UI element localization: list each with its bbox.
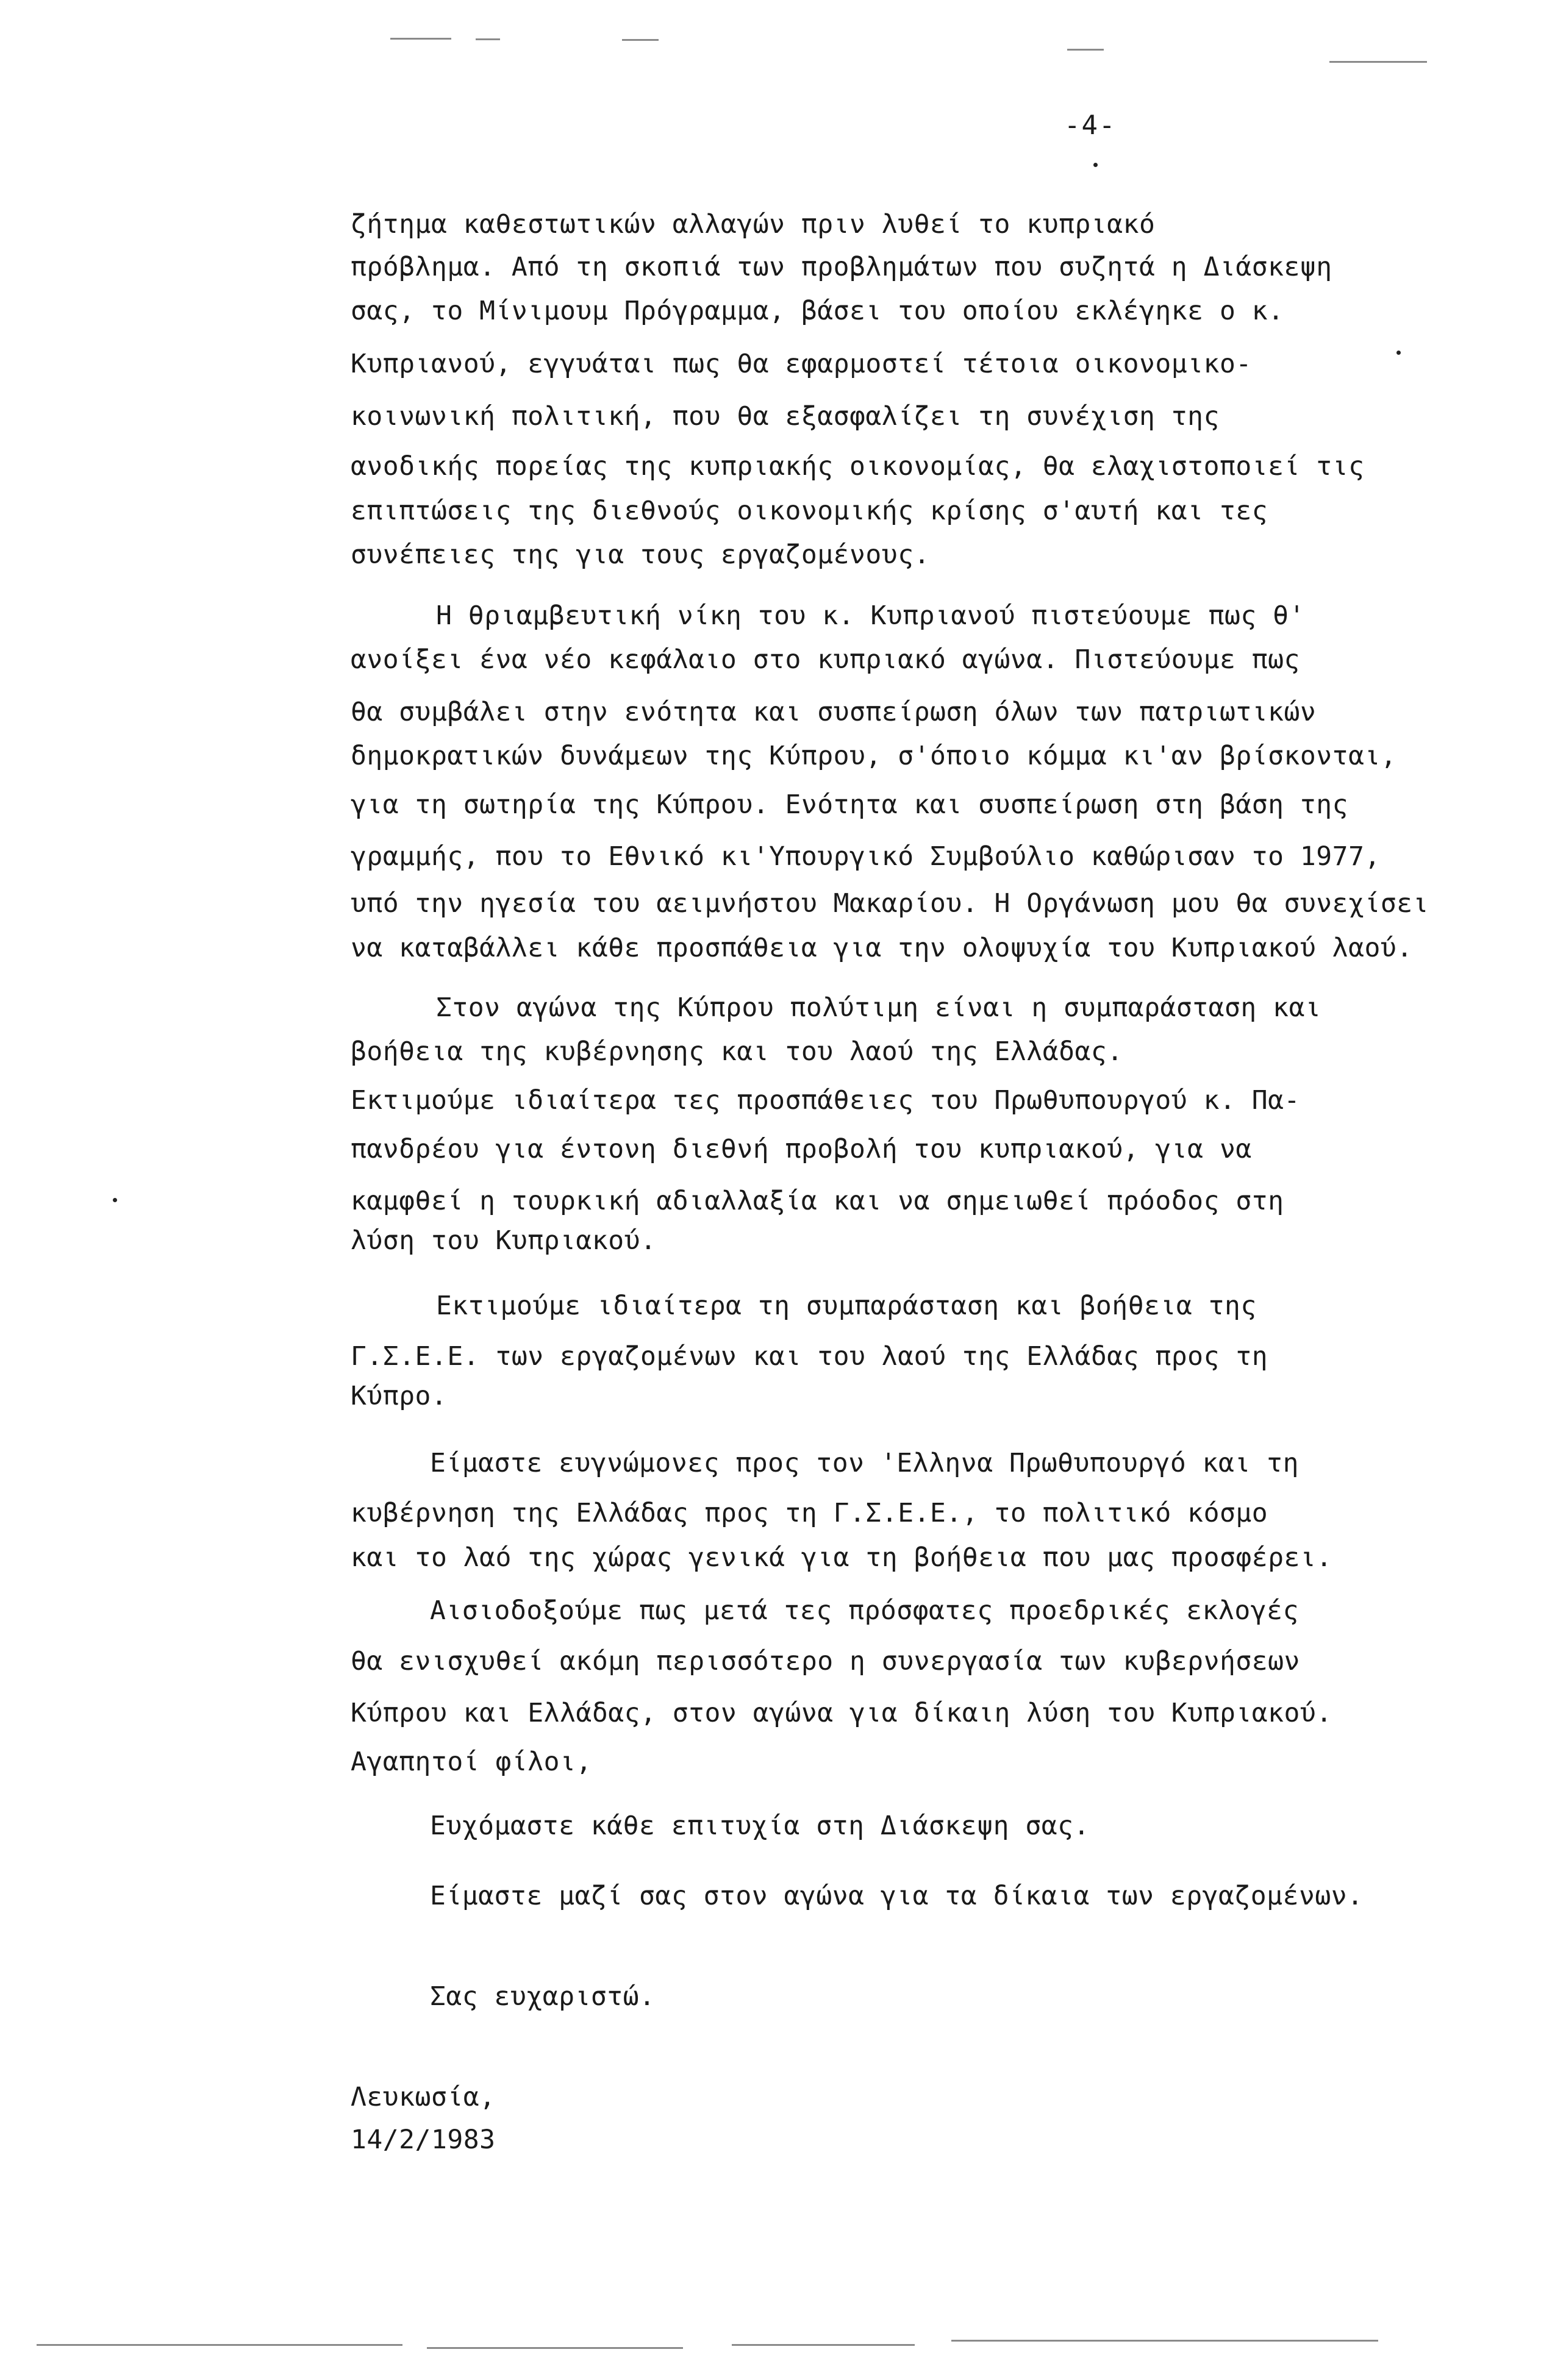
- text-line: ανοίξει ένα νέο κεφάλαιο στο κυπριακό αγώνα. Πιστεύουμε πως: [351, 644, 1300, 675]
- text-line: Ευχόμαστε κάθε επιτυχία στη Διάσκεψη σας.: [430, 1811, 1090, 1841]
- text-line: λύση του Κυπριακού.: [351, 1225, 657, 1256]
- top-scan-edge: [1329, 61, 1427, 63]
- text-line: Είμαστε ευγνώμονες προς τον 'Ελληνα Πρωθυπουργό και τη: [430, 1448, 1299, 1478]
- greeting: Αγαπητοί φίλοι,: [351, 1747, 592, 1777]
- text-line: σας, το Μίνιμουμ Πρόγραμμα, βάσει του οποίου εκλέγηκε ο κ.: [351, 296, 1284, 326]
- text-line: βοήθεια της κυβέρνησης και του λαού της Ελλάδας.: [351, 1036, 1123, 1067]
- text-line: πανδρέου για έντονη διεθνή προβολή του κυπριακού, για να: [351, 1134, 1252, 1164]
- text-line: Γ.Σ.Ε.Ε. των εργαζομένων και του λαού της Ελλάδας προς τη: [351, 1341, 1268, 1372]
- text-line: γραμμής, που το Εθνικό κι'Υπουργικό Συμβούλιο καθώρισαν το 1977,: [351, 841, 1381, 872]
- text-line: Η θριαμβευτική νίκη του κ. Κυπριανού πιστεύουμε πως θ': [436, 600, 1305, 631]
- text-line: συνέπειες της για τους εργαζομένους.: [351, 540, 930, 570]
- text-line: θα ενισχυθεί ακόμη περισσότερο η συνεργασία των κυβερνήσεων: [351, 1646, 1300, 1676]
- scan-speck: [1093, 163, 1098, 167]
- top-scan-edge: [622, 39, 659, 41]
- text-line: Κύπρο.: [351, 1381, 448, 1411]
- bottom-scan-edge: [37, 2344, 402, 2346]
- text-line: Στον αγώνα της Κύπρου πολύτιμη είναι η συμπαράσταση και: [436, 992, 1321, 1023]
- text-line: Εκτιμούμε ιδιαίτερα τη συμπαράσταση και βοήθεια της: [436, 1291, 1257, 1321]
- bottom-scan-edge: [732, 2344, 915, 2346]
- top-scan-edge: [390, 38, 451, 40]
- bottom-scan-edge: [427, 2347, 683, 2349]
- closing: Σας ευχαριστώ.: [430, 1981, 656, 2012]
- text-line: πρόβλημα. Από τη σκοπιά των προβλημάτων που συζητά η Διάσκεψη: [351, 252, 1332, 282]
- top-scan-edge: [476, 38, 500, 40]
- text-line: να καταβάλλει κάθε προσπάθεια για την ολοψυχία του Κυπριακού λαού.: [351, 933, 1413, 963]
- text-line: Είμαστε μαζί σας στον αγώνα για τα δίκαια των εργαζομένων.: [430, 1881, 1364, 1911]
- text-line: Εκτιμούμε ιδιαίτερα τες προσπάθειες του Πρωθυπουργού κ. Πα-: [351, 1085, 1300, 1116]
- text-line: Αισιοδοξούμε πως μετά τες πρόσφατες προεδρικές εκλογές: [430, 1595, 1299, 1626]
- text-line: και το λαό της χώρας γενικά για τη βοήθεια που μας προσφέρει.: [351, 1542, 1332, 1573]
- text-line: Κυπριανού, εγγυάται πως θα εφαρμοστεί τέτοια οικονομικο-: [351, 349, 1252, 379]
- scan-speck: [113, 1198, 117, 1202]
- top-scan-edge: [1067, 49, 1104, 51]
- text-line: επιπτώσεις της διεθνούς οικονομικής κρίσης σ'αυτή και τες: [351, 496, 1268, 526]
- text-line: δημοκρατικών δυνάμεων της Κύπρου, σ'όποιο κόμμα κι'αν βρίσκονται,: [351, 741, 1397, 771]
- text-line: ζήτημα καθεστωτικών αλλαγών πριν λυθεί το κυπριακό: [351, 209, 1156, 240]
- text-line: για τη σωτηρία της Κύπρου. Ενότητα και συσπείρωση στη βάση της: [351, 789, 1349, 820]
- page-number: -4-: [1064, 110, 1117, 141]
- text-line: κοινωνική πολιτική, που θα εξασφαλίζει τη συνέχιση της: [351, 401, 1220, 432]
- place: Λευκωσία,: [351, 2082, 496, 2112]
- text-line: κυβέρνηση της Ελλάδας προς τη Γ.Σ.Ε.Ε., το πολιτικό κόσμο: [351, 1498, 1268, 1528]
- text-line: ανοδικής πορείας της κυπριακής οικονομίας, θα ελαχιστοποιεί τις: [351, 451, 1365, 482]
- text-line: καμφθεί η τουρκική αδιαλλαξία και να σημειωθεί πρόοδος στη: [351, 1186, 1284, 1216]
- scan-speck: [1396, 351, 1401, 355]
- bottom-scan-edge: [951, 2340, 1378, 2342]
- date: 14/2/1983: [351, 2125, 496, 2155]
- text-line: Κύπρου και Ελλάδας, στον αγώνα για δίκαιη λύση του Κυπριακού.: [351, 1698, 1332, 1728]
- text-line: θα συμβάλει στην ενότητα και συσπείρωση όλων των πατριωτικών: [351, 697, 1317, 727]
- text-line: υπό την ηγεσία του αειμνήστου Μακαρίου. Η Οργάνωση μου θα συνεχίσει: [351, 888, 1429, 919]
